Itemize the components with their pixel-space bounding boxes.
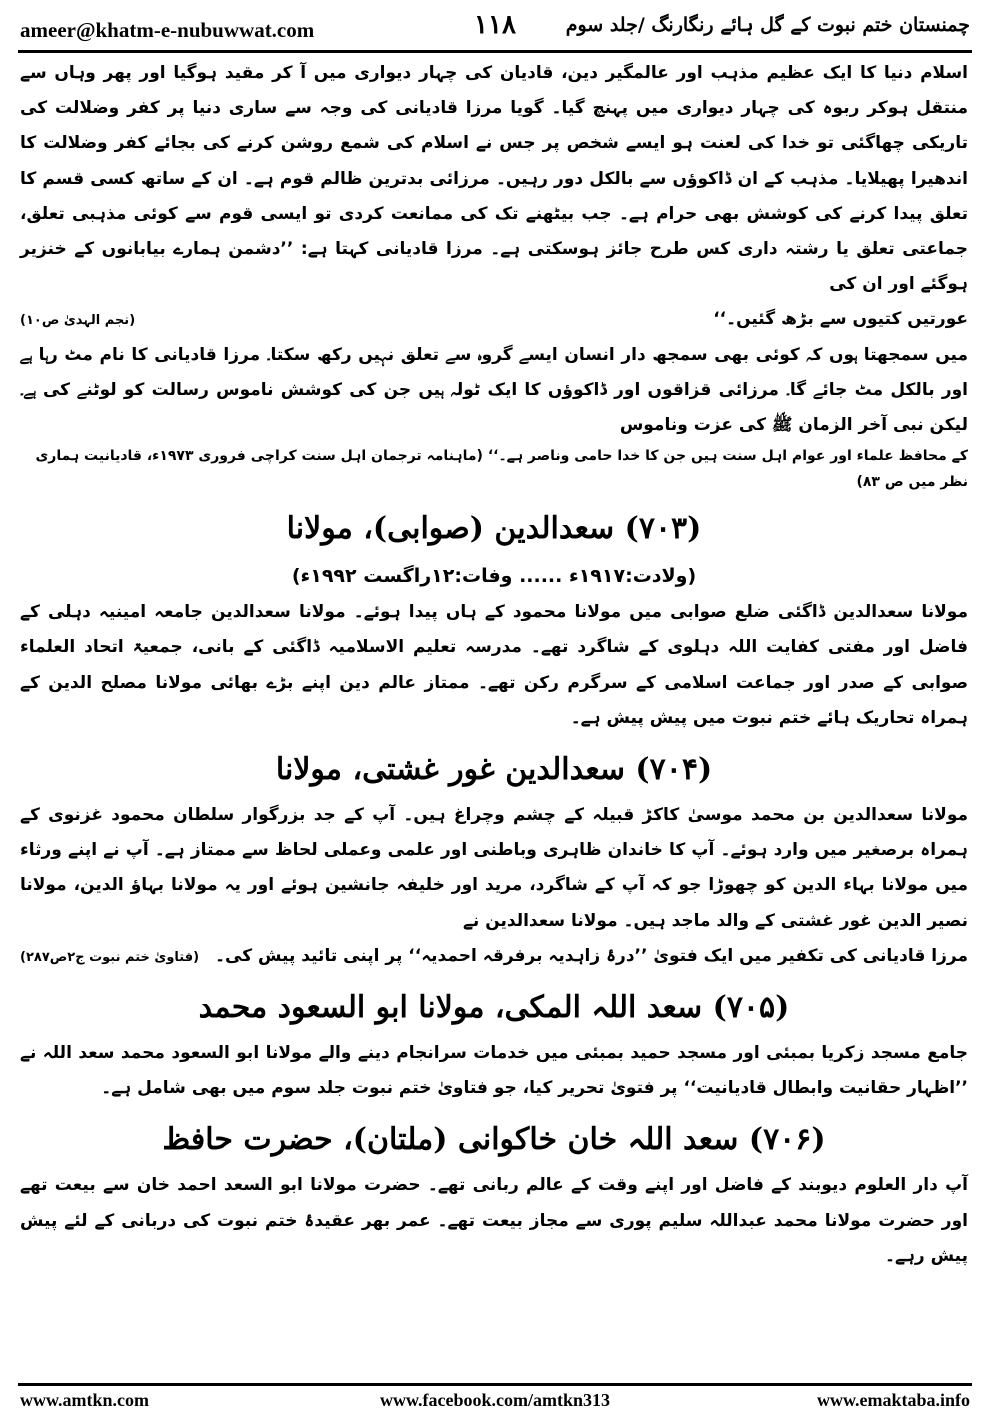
intro-paragraph-1-end: عورتیں کتیوں سے بڑھ گئیں۔‘‘: [713, 309, 968, 330]
page-footer: [20, 1390, 970, 1414]
entry-704-heading: (۷۰۴) سعدالدین غور غشتی، مولانا: [275, 752, 713, 788]
intro-paragraph-2: میں سمجھتا ہوں کہ کوئی بھی سمجھ دار انسان ایسے گروہ سے تعلق نہیں رکھ سکتا۔ مرزا قادیانی کا نام مٹ رہا ہے اور بالکل مٹ جائے گا۔ مرزائی قزاقوں اور ڈاکوؤں کا ایک ٹولہ ہیں جن کی کوشش ناموس رسالت کو لوٹنے کی ہے۔ لیکن نبی آخر الزمان ﷺ کی عزت وناموس: [20, 344, 968, 436]
page-header: [20, 8, 970, 50]
intro-paragraph-1-end-row: [20, 302, 968, 337]
footer-link-emaktaba[interactable]: www.emaktaba.info: [816, 1390, 970, 1410]
entry-705-heading: (۷۰۵) سعد اللہ المکی، مولانا ابو السعود محمد: [198, 990, 790, 1026]
entry-703-dates: (ولادت:۱۹۱۷ء ...... وفات:۱۲راگست ۱۹۹۲ء): [291, 565, 697, 588]
header-divider: [18, 50, 972, 53]
intro-paragraph-2-end: کے محافظ علماء اور عوام اہل سنت ہیں جن کا خدا حامی وناصر ہے۔‘‘: [487, 448, 968, 465]
citation-tarjuman-ahl-sunnat: (ماہنامہ ترجمان اہل سنت کراچی فروری ۱۹۷۳ء، قادیانیت ہماری نظر میں ص ۸۳): [35, 448, 968, 491]
page-body: [20, 56, 968, 1274]
entry-704-text: مولانا سعدالدین بن محمد موسیٰ کاکڑ قبیلہ کے چشم وچراغ ہیں۔ آپ کے جد بزرگوار سلطان محمود غزنوی کے ہمراہ برصغیر میں وارد ہوئے۔ آپ کا خاندان ظاہری وباطنی اور علمی وعملی لحاظ سے ممتاز ہے۔ آپ نے اپنے ورثاء میں مولانا بہاء الدین کو چھوڑا جو کہ آپ کے شاگرد، مرید اور خلیفہ جانشین ہوئے اور یہ مولانا بہاؤ الدین، مولانا نصیر الدین غور غشتی کے والد ماجد ہیں۔ مولانا سعدالدین نے: [20, 805, 968, 931]
book-title: چمنستان ختم نبوت کے گل ہائے رنگارنگ /جلد سوم: [565, 14, 970, 36]
header-email: ameer@khatm-e-nubuwwat.com: [20, 18, 315, 42]
citation-fatawa-khatm-nubuwwat: (فتاویٰ ختم نبوت ج۲ص۲۸۷): [20, 949, 200, 965]
citation-najm-ul-huda: (نجم الہدیٰ ص۱۰): [20, 313, 136, 329]
entry-705-text: جامع مسجد زکریا بمبئی اور مسجد حمید بمبئی میں خدمات سرانجام دینے والے مولانا ابو السعود محمد سعد اللہ نے ’’اظہار حقانیت وابطال قادیانیت‘‘ پر فتویٰ تحریر کیا، جو فتاویٰ ختم نبوت جلد سوم میں بھی شامل ہے۔: [20, 1043, 968, 1099]
entry-703-heading: (۷۰۳) سعدالدین (صوابی)، مولانا: [286, 511, 702, 547]
entry-704-last-line: مرزا قادیانی کی تکفیر میں ایک فتویٰ ’’درۂ زاہدیہ برفرقہ احمدیہ‘‘ پر اپنی تائید پیش کی۔: [215, 945, 968, 966]
entry-703-text: مولانا سعدالدین ڈاگئی ضلع صوابی میں مولانا محمود کے ہاں پیدا ہوئے۔ مولانا سعدالدین جامعہ امینیہ دہلی کے فاضل اور مفتی کفایت اللہ دہلوی کے شاگرد تھے۔ مدرسہ تعلیم الاسلامیہ ڈاگئی کے بانی، جمعیۃ اتحاد العلماء صوابی کے صدر اور جماعت اسلامی کے سرگرم رکن تھے۔ ممتاز عالم دین اپنے بڑے بھائی مولانا مصلح الدین کے ہمراہ تحاریک ہائے ختم نبوت میں پیش پیش ہے۔: [20, 602, 968, 728]
intro-paragraph-2-end-row: [20, 443, 968, 495]
page-number: ۱۱۸: [474, 10, 516, 40]
entry-706-text: آپ دار العلوم دیوبند کے فاضل اور اپنے وقت کے عالم ربانی تھے۔ حضرت مولانا ابو السعد احمد خان سے بیعت تھے اور حضرت مولانا محمد عبداللہ سلیم پوری سے مجاز بیعت تھے۔ عمر بھر عقیدۂ ختم نبوت کی دربانی کے لئے پیش پیش رہے۔: [20, 1175, 968, 1266]
entry-704-last-row: [20, 939, 968, 974]
entry-706-heading: (۷۰۶) سعد اللہ خان خاکوانی (ملتان)، حضرت حافظ: [162, 1122, 826, 1158]
footer-divider: [18, 1383, 972, 1386]
footer-link-amtkn[interactable]: www.amtkn.com: [20, 1390, 149, 1410]
footer-link-facebook[interactable]: www.facebook.com/amtkn313: [380, 1390, 610, 1410]
intro-paragraph-1: اسلام دنیا کا ایک عظیم مذہب اور عالمگیر دین، قادیان کی چہار دیواری میں آ کر مقید ہوگیا اور پھر وہاں سے منتقل ہوکر ربوہ کی چہار دیواری میں پہنچ گیا۔ گویا مرزا قادیانی کی وجہ سے ساری دنیا پر کفر وضلالت کی تاریکی چھاگئی تو خدا کی لعنت ہو ایسے شخص پر جس نے اسلام کی شمع روشن کرنے کی بجائے کفر وضلالت کا اندھیرا پھیلایا۔ مذہب کے ان ڈاکوؤں سے بالکل دور رہیں۔ مرزائی بدترین ظالم قوم ہے۔ ان کے ساتھ کسی قسم کا تعلق پیدا کرنے کی کوشش بھی حرام ہے۔ جب بیٹھنے تک کی ممانعت کردی تو ایسی قوم سے کوئی مذہبی تعلق، جماعتی تعلق یا رشتہ داری کس طرح جائز ہوسکتی ہے۔ مرزا قادیانی کہتا ہے: ’’دشمن ہمارے بیابانوں کے خنزیر ہوگئے اور ان کی: [20, 63, 968, 295]
